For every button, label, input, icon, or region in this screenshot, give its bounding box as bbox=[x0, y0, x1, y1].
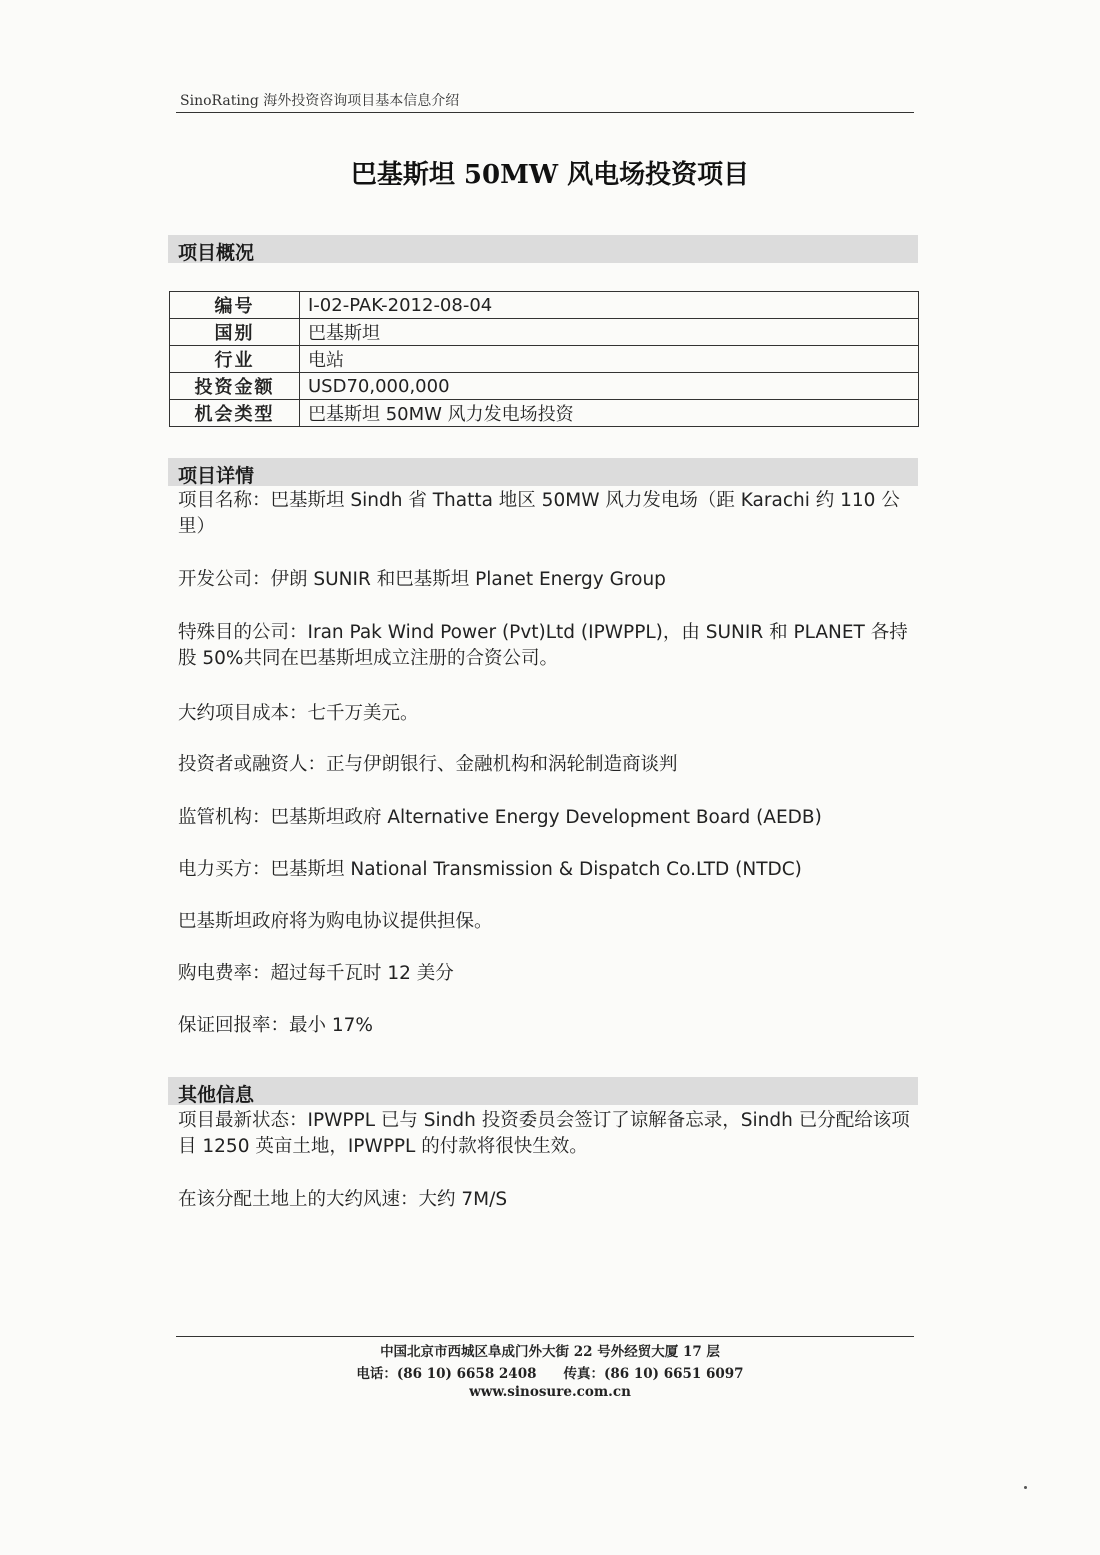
footer-divider bbox=[176, 1336, 914, 1337]
table-row bbox=[170, 373, 919, 400]
header-divider bbox=[176, 112, 914, 113]
section-overview-heading: 项目概况 bbox=[178, 242, 255, 264]
detail-cost: 大约项目成本：七千万美元。 bbox=[178, 703, 419, 724]
footer-phone-fax: 电话：(86 10) 6658 2408 传真：(86 10) 6651 6097 bbox=[356, 1366, 744, 1382]
detail-power-buyer: 电力买方：巴基斯坦 National Transmission & Dispatch Co.LTD (NTDC) bbox=[178, 859, 802, 880]
other-wind-speed: 在该分配土地上的大约风速：大约 7M/S bbox=[178, 1189, 508, 1210]
row-value: 电站 bbox=[300, 346, 919, 373]
section-other-heading: 其他信息 bbox=[178, 1084, 255, 1106]
detail-spv: 特殊目的公司：Iran Pak Wind Power (Pvt)Ltd (IPWPPL)，由 SUNIR 和 PLANET 各持股 50%共同在巴基斯坦成立注册的合资公司。 bbox=[178, 622, 908, 669]
row-value: 巴基斯坦 50MW 风力发电场投资 bbox=[300, 400, 919, 427]
detail-guarantee: 巴基斯坦政府将为购电协议提供担保。 bbox=[178, 911, 493, 932]
row-label: 投资金额 bbox=[170, 373, 300, 400]
detail-return: 保证回报率：最小 17% bbox=[178, 1015, 374, 1036]
section-details-heading: 项目详情 bbox=[178, 465, 255, 487]
table-row bbox=[170, 400, 919, 427]
scan-speck bbox=[1024, 1486, 1027, 1489]
footer-address: 中国北京市西城区阜成门外大街 22 号外经贸大厦 17 层 bbox=[380, 1344, 720, 1360]
row-value: I-02-PAK-2012-08-04 bbox=[300, 292, 919, 319]
row-label: 编号 bbox=[170, 292, 300, 319]
detail-developer: 开发公司：伊朗 SUNIR 和巴基斯坦 Planet Energy Group bbox=[178, 569, 666, 590]
row-label: 机会类型 bbox=[170, 400, 300, 427]
section-details-bar bbox=[168, 458, 918, 486]
table-row bbox=[170, 292, 919, 319]
overview-table bbox=[169, 291, 919, 427]
detail-investors: 投资者或融资人：正与伊朗银行、金融机构和涡轮制造商谈判 bbox=[178, 754, 678, 775]
section-overview-bar bbox=[168, 235, 918, 263]
other-status: 项目最新状态：IPWPPL 已与 Sindh 投资委员会签订了谅解备忘录，Sindh 已分配给该项目 1250 英亩土地，IPWPPL 的付款将很快生效。 bbox=[178, 1110, 910, 1157]
row-value: 巴基斯坦 bbox=[300, 319, 919, 346]
footer-website: www.sinosure.com.cn bbox=[469, 1384, 631, 1400]
detail-regulator: 监管机构：巴基斯坦政府 Alternative Energy Development Board (AEDB) bbox=[178, 807, 822, 828]
row-label: 行业 bbox=[170, 346, 300, 373]
section-other-bar bbox=[168, 1077, 918, 1105]
row-label: 国别 bbox=[170, 319, 300, 346]
table-row bbox=[170, 346, 919, 373]
detail-project-name: 项目名称：巴基斯坦 Sindh 省 Thatta 地区 50MW 风力发电场（距 Karachi 约 110 公里） bbox=[178, 490, 900, 537]
document-title: 巴基斯坦 50MW 风电场投资项目 bbox=[350, 160, 750, 190]
page-header-text: SinoRating 海外投资咨询项目基本信息介绍 bbox=[180, 93, 460, 109]
detail-tariff: 购电费率：超过每千瓦时 12 美分 bbox=[178, 963, 454, 984]
table-row bbox=[170, 319, 919, 346]
row-value: USD70,000,000 bbox=[300, 373, 919, 400]
